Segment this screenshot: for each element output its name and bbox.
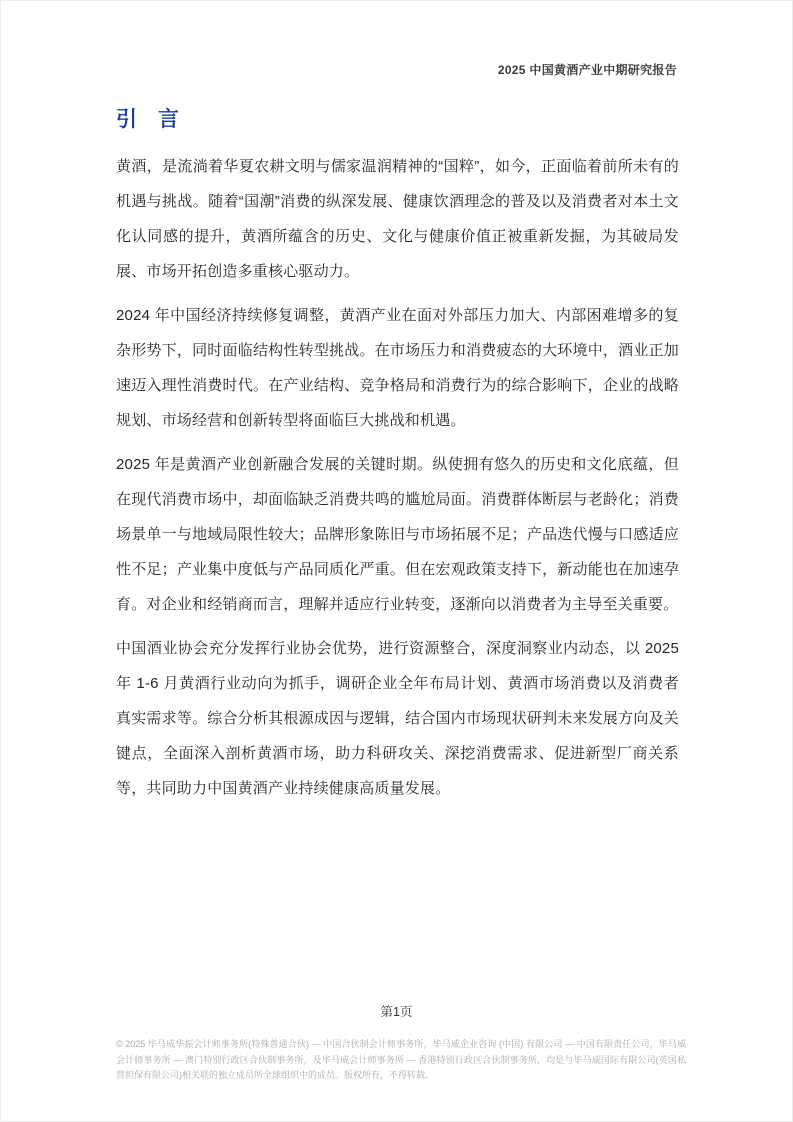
report-title-header: 2025 中国黄酒产业中期研究报告 [497,63,677,77]
page-number: 第1页 [380,1005,413,1019]
paragraph-3: 2025 年是黄酒产业创新融合发展的关键时期。纵使拥有悠久的历史和文化底蕴，但在现代消费市场中，却面临缺乏消费共鸣的尴尬局面。消费群体断层与老龄化；消费场景单一与地域局限性较大；品牌形象陈旧与市场拓展不足；产品迭代慢与口感适应性不足；产业集中度低与产品同质化严重。但在宏观政策支持下，新动能也在加速孕育。对企业和经销商而言，理解并适应行业转变，逐渐向以消费者为主导至关重要。 [116,456,679,613]
paragraph-4: 中国酒业协会充分发挥行业协会优势，进行资源整合，深度洞察业内动态，以 2025 年 1-6 月黄酒行业动向为抓手，调研企业全年布局计划、黄酒市场消费以及消费者真实需求等。综合分析其根源成因与逻辑，结合国内市场现状研判未来发展方向及关键点，全面深入剖析黄酒市场，助力科研攻关、深挖消费需求、促进新型厂商关系等，共同助力中国黄酒产业持续健康高质量发展。 [116,640,679,797]
paragraph-2: 2024 年中国经济持续修复调整，黄酒产业在面对外部压力加大、内部困难增多的复杂形势下，同时面临结构性转型挑战。在市场压力和消费疲态的大环境中，酒业正加速迈入理性消费时代。在产业结构、竞争格局和消费行为的综合影响下，企业的战略规划、市场经营和创新转型将面临巨大挑战和机遇。 [116,307,679,429]
page-content [116,105,679,815]
body-text [116,149,679,806]
paragraph-1: 黄酒，是流淌着华夏农耕文明与儒家温润精神的“国粹”，如今，正面临着前所未有的机遇与挑战。随着“国潮”消费的纵深发展、健康饮酒理念的普及以及消费者对本土文化认同感的提升，黄酒所蕴含的历史、文化与健康价值正被重新发掘，为其破局发展、市场开拓创造多重核心驱动力。 [116,158,679,280]
copyright-footer: © 2025 毕马威华振会计师事务所(特殊普通合伙) — 中国合伙制会计师事务所，毕马威企业咨询 (中国) 有限公司 — 中国有限责任公司，毕马威会计师事务所 — 澳门特别行政区合伙制事务所，及毕马威会计师事务所 — 香港特别行政区合伙制事务所，均是与毕马威国际有限公司(英国私营担保有限公司)相关联的独立成员所全球组织中的成员。版权所有，不得转载。 [116,1039,686,1080]
section-title: 引 言 [116,108,179,131]
